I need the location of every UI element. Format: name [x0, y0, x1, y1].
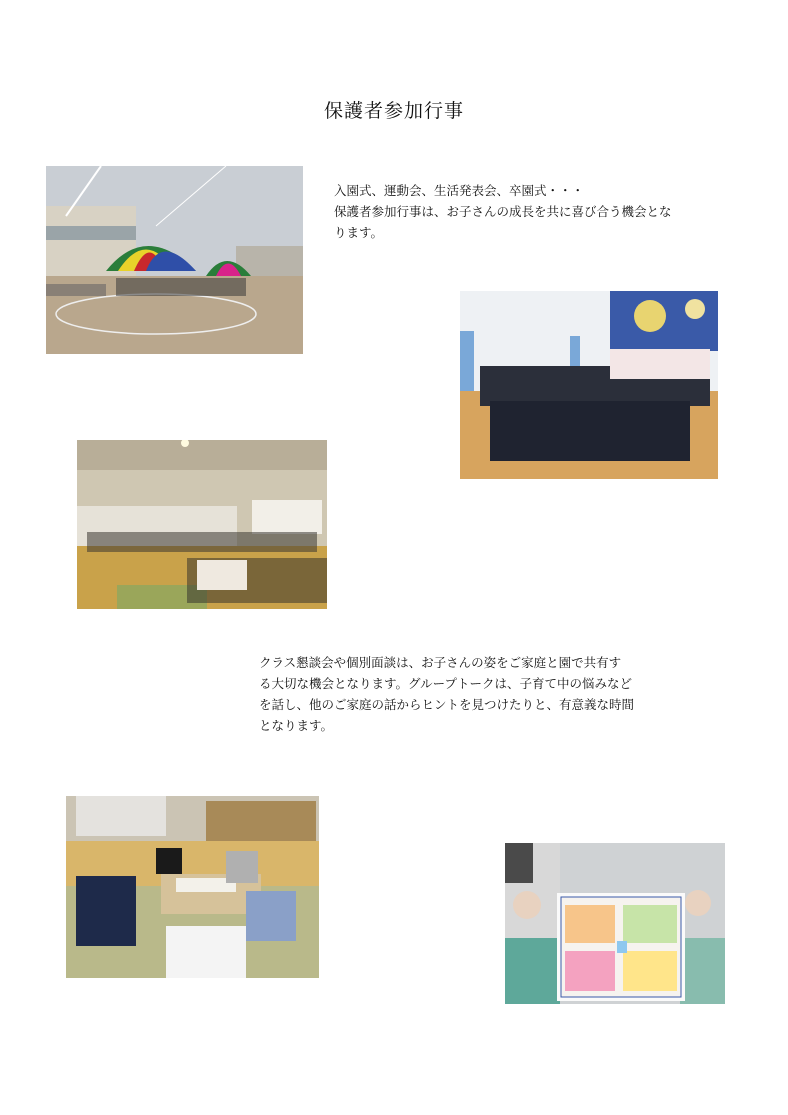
poster-photo	[505, 843, 725, 1004]
intro-line: 入園式、運動会、生活発表会、卒園式・・・	[334, 183, 585, 198]
page-title: 保護者参加行事	[323, 100, 464, 122]
body-line: となります。	[259, 718, 334, 733]
sports-day-photo	[46, 166, 303, 354]
body-line: る大切な機会となります。グループトークは、子育て中の悩みなど	[259, 676, 633, 691]
group-talk-photo	[66, 796, 319, 978]
ceremony-photo	[460, 291, 718, 479]
body-line: を話し、他のご家庭の話からヒントを見つけたりと、有意義な時間	[259, 697, 635, 712]
intro-paragraph	[334, 180, 672, 243]
intro-line: 保護者参加行事は、お子さんの成長を共に喜び合う機会とな	[334, 204, 672, 219]
class-meeting-photo	[77, 440, 327, 609]
body-paragraph	[259, 652, 634, 736]
body-line: クラス懇談会や個別面談は、お子さんの姿をご家庭と園で共有す	[259, 655, 622, 670]
intro-line: ります。	[334, 225, 384, 240]
